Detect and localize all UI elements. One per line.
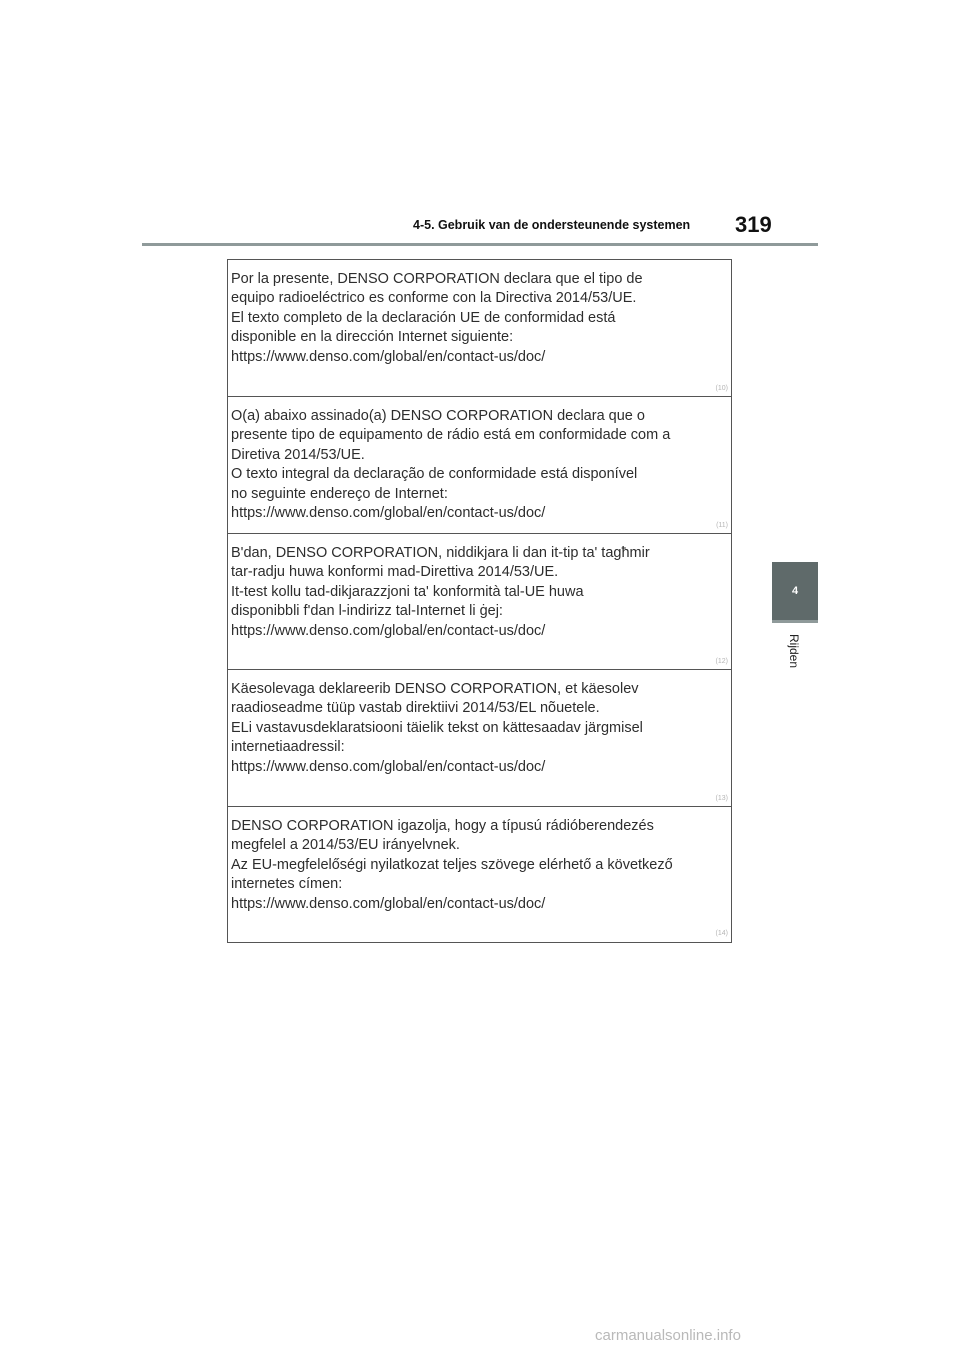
declaration-spanish: [228, 260, 731, 397]
header-divider: [142, 243, 818, 246]
chapter-label: Rijden: [787, 633, 801, 669]
declaration-line: disponibbli f'dan l-indirizz tal-Internet li ġej:: [231, 603, 503, 620]
chapter-tab-divider: [772, 620, 818, 623]
declaration-line: Diretiva 2014/53/UE.: [231, 446, 365, 463]
declaration-estonian: [228, 670, 731, 807]
declaration-box: [227, 259, 732, 943]
declaration-line: https://www.denso.com/global/en/contact-us/doc/: [231, 505, 546, 522]
declaration-line: disponible en la dirección Internet siguiente:: [231, 329, 514, 346]
declaration-line: DENSO CORPORATION igazolja, hogy a típusú rádióberendezés: [231, 818, 654, 834]
declaration-line: https://www.denso.com/global/en/contact-us/doc/: [231, 758, 546, 775]
page-number: 319: [735, 212, 772, 237]
reference-number: (14): [715, 930, 728, 937]
declaration-line: ELi vastavusdeklaratsiooni täielik tekst on kättesaadav järgmisel: [231, 719, 643, 736]
reference-number: (11): [716, 522, 728, 529]
chapter-number: 4: [791, 585, 799, 597]
declaration-line: Az EU-megfelelőségi nyilatkozat teljes szövege elérhető a következő: [231, 856, 673, 873]
reference-number: (10): [715, 385, 728, 392]
declaration-portuguese: [228, 397, 731, 534]
declaration-maltese: [228, 534, 731, 670]
declaration-line: internetes címen:: [231, 876, 343, 893]
section-title: 4-5. Gebruik van de ondersteunende systemen: [413, 218, 691, 232]
chapter-tab: [772, 562, 818, 620]
reference-number: (13): [715, 795, 728, 802]
declaration-line: equipo radioeléctrico es conforme con la Directiva 2014/53/UE.: [231, 290, 637, 307]
declaration-line: El texto completo de la declaración UE de conformidad está: [231, 309, 616, 326]
declaration-line: https://www.denso.com/global/en/contact-us/doc/: [231, 895, 546, 912]
declaration-line: internetiaadressil:: [231, 739, 345, 756]
declaration-line: megfelel a 2014/53/EU irányelvnek.: [231, 837, 460, 854]
reference-number: (12): [715, 658, 728, 665]
declaration-line: O(a) abaixo assinado(a) DENSO CORPORATION declara que o: [231, 408, 645, 424]
declaration-line: https://www.denso.com/global/en/contact-us/doc/: [231, 622, 546, 639]
declaration-line: tar-radju huwa konformi mad-Direttiva 2014/53/UE.: [231, 564, 559, 581]
declaration-line: It-test kollu tad-dikjarazzjoni ta' konformità tal-UE huwa: [231, 583, 584, 600]
declaration-line: https://www.denso.com/global/en/contact-us/doc/: [231, 348, 546, 365]
declaration-line: Käesolevaga deklareerib DENSO CORPORATION, et käesolev: [231, 681, 639, 697]
site-watermark: carmanualsonline.info: [595, 1327, 741, 1344]
declaration-line: B'dan, DENSO CORPORATION, niddikjara li dan it-tip ta' tagħmir: [231, 545, 650, 561]
declaration-hungarian: [228, 807, 731, 941]
declaration-line: presente tipo de equipamento de rádio está em conformidade com a: [231, 427, 671, 444]
declaration-line: Por la presente, DENSO CORPORATION declara que el tipo de: [231, 271, 643, 287]
declaration-line: raadioseadme tüüp vastab direktiivi 2014/53/EL nõuetele.: [231, 700, 600, 717]
declaration-line: O texto integral da declaração de conformidade está disponível: [231, 466, 638, 483]
declaration-line: no seguinte endereço de Internet:: [231, 485, 448, 502]
